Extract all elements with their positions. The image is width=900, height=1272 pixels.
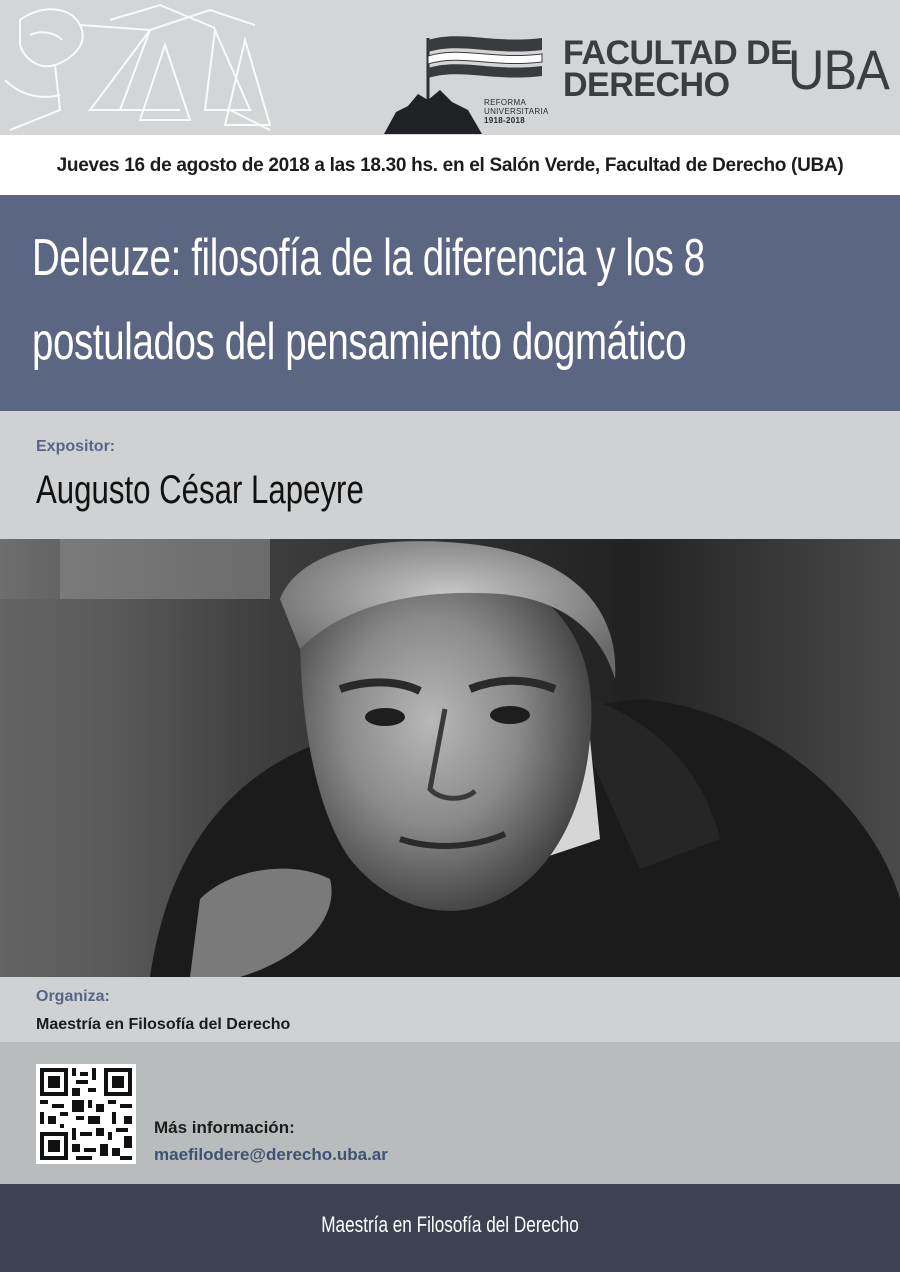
university-logo-text: UBA bbox=[788, 38, 889, 101]
organizer-label: Organiza: bbox=[36, 988, 110, 1005]
title-band bbox=[0, 195, 900, 411]
event-title-line2: postulados del pensamiento dogmático bbox=[32, 313, 687, 371]
speaker-portrait-photo bbox=[0, 539, 900, 977]
date-bar bbox=[0, 135, 900, 195]
event-date-location: Jueves 16 de agosto de 2018 a las 18.30 hs. en el Salón Verde, Facultad de Derecho (UBA) bbox=[56, 155, 844, 176]
qr-code[interactable] bbox=[36, 1064, 136, 1164]
speaker-name: Augusto César Lapeyre bbox=[36, 468, 364, 512]
poster-header bbox=[0, 0, 900, 135]
reforma-caption bbox=[484, 98, 549, 125]
faculty-name-line1: FACULTAD DE bbox=[563, 34, 793, 72]
organizer-name: Maestría en Filosofía del Derecho bbox=[36, 1016, 291, 1033]
event-title-line1: Deleuze: filosofía de la diferencia y los 8 bbox=[32, 229, 705, 287]
years-line: 1918-2018 bbox=[484, 116, 525, 125]
justice-scales-art bbox=[0, 0, 300, 135]
faculty-name-line2: DERECHO bbox=[563, 66, 730, 104]
reforma-line: REFORMA bbox=[484, 98, 527, 107]
more-info-label: Más información: bbox=[154, 1118, 295, 1137]
speaker-label: Expositor: bbox=[36, 438, 116, 455]
contact-email-link[interactable]: maefilodere@derecho.uba.ar bbox=[154, 1145, 388, 1164]
footer-text: Maestría en Filosofía del Derecho bbox=[321, 1212, 579, 1237]
universitaria-line: UNIVERSITARIA bbox=[484, 107, 549, 116]
